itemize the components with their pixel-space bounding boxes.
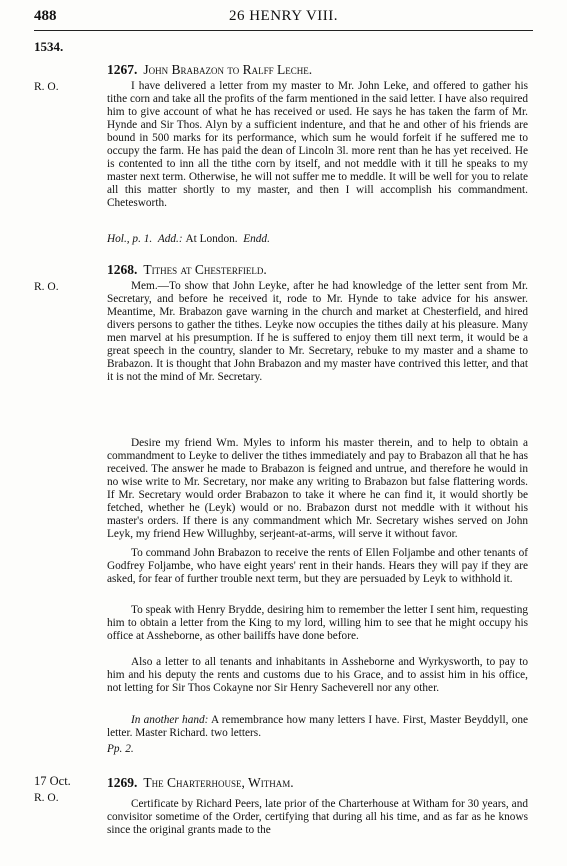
entry-number: 1268. — [107, 262, 138, 277]
entry-paragraph: Mem.—To show that John Leyke, after he had knowledge of the letter sent from Mr. Secretary, and before he received it, rode to Mr. Hynde to take advice for his answer. Meantime, Mr. Brabazon gave warning in the church and market at Chesterfield, and hired divers persons to gather the tithes. Leyke now occupies the tithes daily at his pleasure. Many men marvel at his presumption. If he is suffered to enjoy them till next term, it would be a great speech in the country, slander to Mr. Secretary, rebuke to my master and a shame to Brabazon. It is thought that John Brabazon and my master have contrived this letter, and that it is not the mind of Mr. Secretary. — [107, 280, 528, 384]
running-title: 26 HENRY VIII. — [228, 8, 339, 24]
entry-number: 1267. — [107, 62, 138, 77]
entry-heading: Tithes at Chesterfield. — [143, 262, 267, 277]
entry-heading: The Charterhouse, Witham. — [143, 775, 294, 790]
footer-add-label: Add.: — [157, 233, 183, 245]
page-number: 488 — [34, 8, 57, 24]
entry-paragraph: Also a letter to all tenants and inhabitants in Assheborne and Wyrkysworth, to pay to him and his deputy the rents and customs due to his Grace, and to assist him in his office, not letting for Sir Thos Cokayne nor Sir Henry Sacheverell nor any other. — [107, 656, 528, 695]
entry-title — [107, 62, 537, 77]
entry-paragraph: I have delivered a letter from my master to Mr. John Leke, and offered to gather his tithe corn and take all the profits of the farm mentioned in the said letter. I have also required him to give account of what he has received or used. He says he has taken the farm of Mr. Hynde and Sir Thos. Alyn by a sufficient indenture, and that he and other of his friends are bound in 500 marks for its performance, which sum he would forfeit if he suffered me to occupy the farm. He has paid the dean of Lincoln 3l. more rent than he has yet received. He is contented to inn all the tithe corn by itself, and not meddle with it till he speaks to my master next term. Otherwise, he will not suffer me to meddle. It will be well for you to relate all this matter shortly to my master, and then I will accomplish his commandment. Chetesworth. — [107, 80, 528, 210]
source-note: R. O. — [34, 281, 59, 293]
another-hand-text: A remembrance how many letters I have. First, Master Beyddyll, one letter. Master Richard. two letters. — [107, 714, 529, 740]
entry-heading: John Brabazon to Ralff Leche. — [143, 62, 313, 77]
entry-number: 1269. — [107, 775, 138, 790]
entry-footer: Pp. 2. — [107, 743, 134, 755]
footer-endd: Endd. — [243, 233, 270, 245]
year-note: 1534. — [34, 39, 64, 54]
another-hand-label: In another hand: — [131, 714, 209, 726]
entry-paragraph: To speak with Henry Brydde, desiring him to remember the letter I sent him, requesting him to obtain a letter from the King to my lord, willing him to see that he might occupy his office at Assheborne, as other bailiffs have done before. — [107, 604, 528, 643]
page-header — [34, 8, 533, 31]
footer-add-value: At London. — [185, 233, 238, 245]
source-note: R. O. — [34, 81, 59, 93]
date-note: 17 Oct. — [34, 774, 71, 788]
entry-title — [107, 775, 537, 790]
entry-paragraph: Desire my friend Wm. Myles to inform his master therein, and to help to obtain a commandment to Leyke to deliver the tithes immediately and pay to Brabazon all that he has received. The answer he made to Brabazon is feigned and untrue, and therefore he would in no wise write to Mr. Secretary, nor make any writing to Brabazon but false flattering words. If Mr. Secretary would order Brabazon to take it where he can find it, it would shortly be fetched, whether he (Leyk) would or no. Brabazon durst not meddle with it without his master's orders. If there is any commandment which Mr. Secretary wishes served on John Leyk, my friend Hew Willughby, serjeant-at-arms, will serve it without favor. — [107, 437, 528, 541]
another-hand-note — [107, 714, 528, 740]
entry-title — [107, 262, 537, 277]
entry-footer — [107, 233, 270, 246]
source-note: R. O. — [34, 792, 59, 804]
entry-paragraph: To command John Brabazon to receive the rents of Ellen Foljambe and other tenants of Godfrey Foljambe, who have eight years' rent in their hands. Hears they will pay if they are asked, for fear of further trouble next term, but they are persuaded by Leyk to withhold it. — [107, 547, 528, 586]
footer-hol: Hol., p. 1. — [107, 233, 153, 245]
entry-paragraph: Certificate by Richard Peers, late prior of the Charterhouse at Witham for 30 years, and convisitor sometime of the Order, certifying that during all his time, and as far as he knows since the original grants made to the — [107, 798, 528, 837]
